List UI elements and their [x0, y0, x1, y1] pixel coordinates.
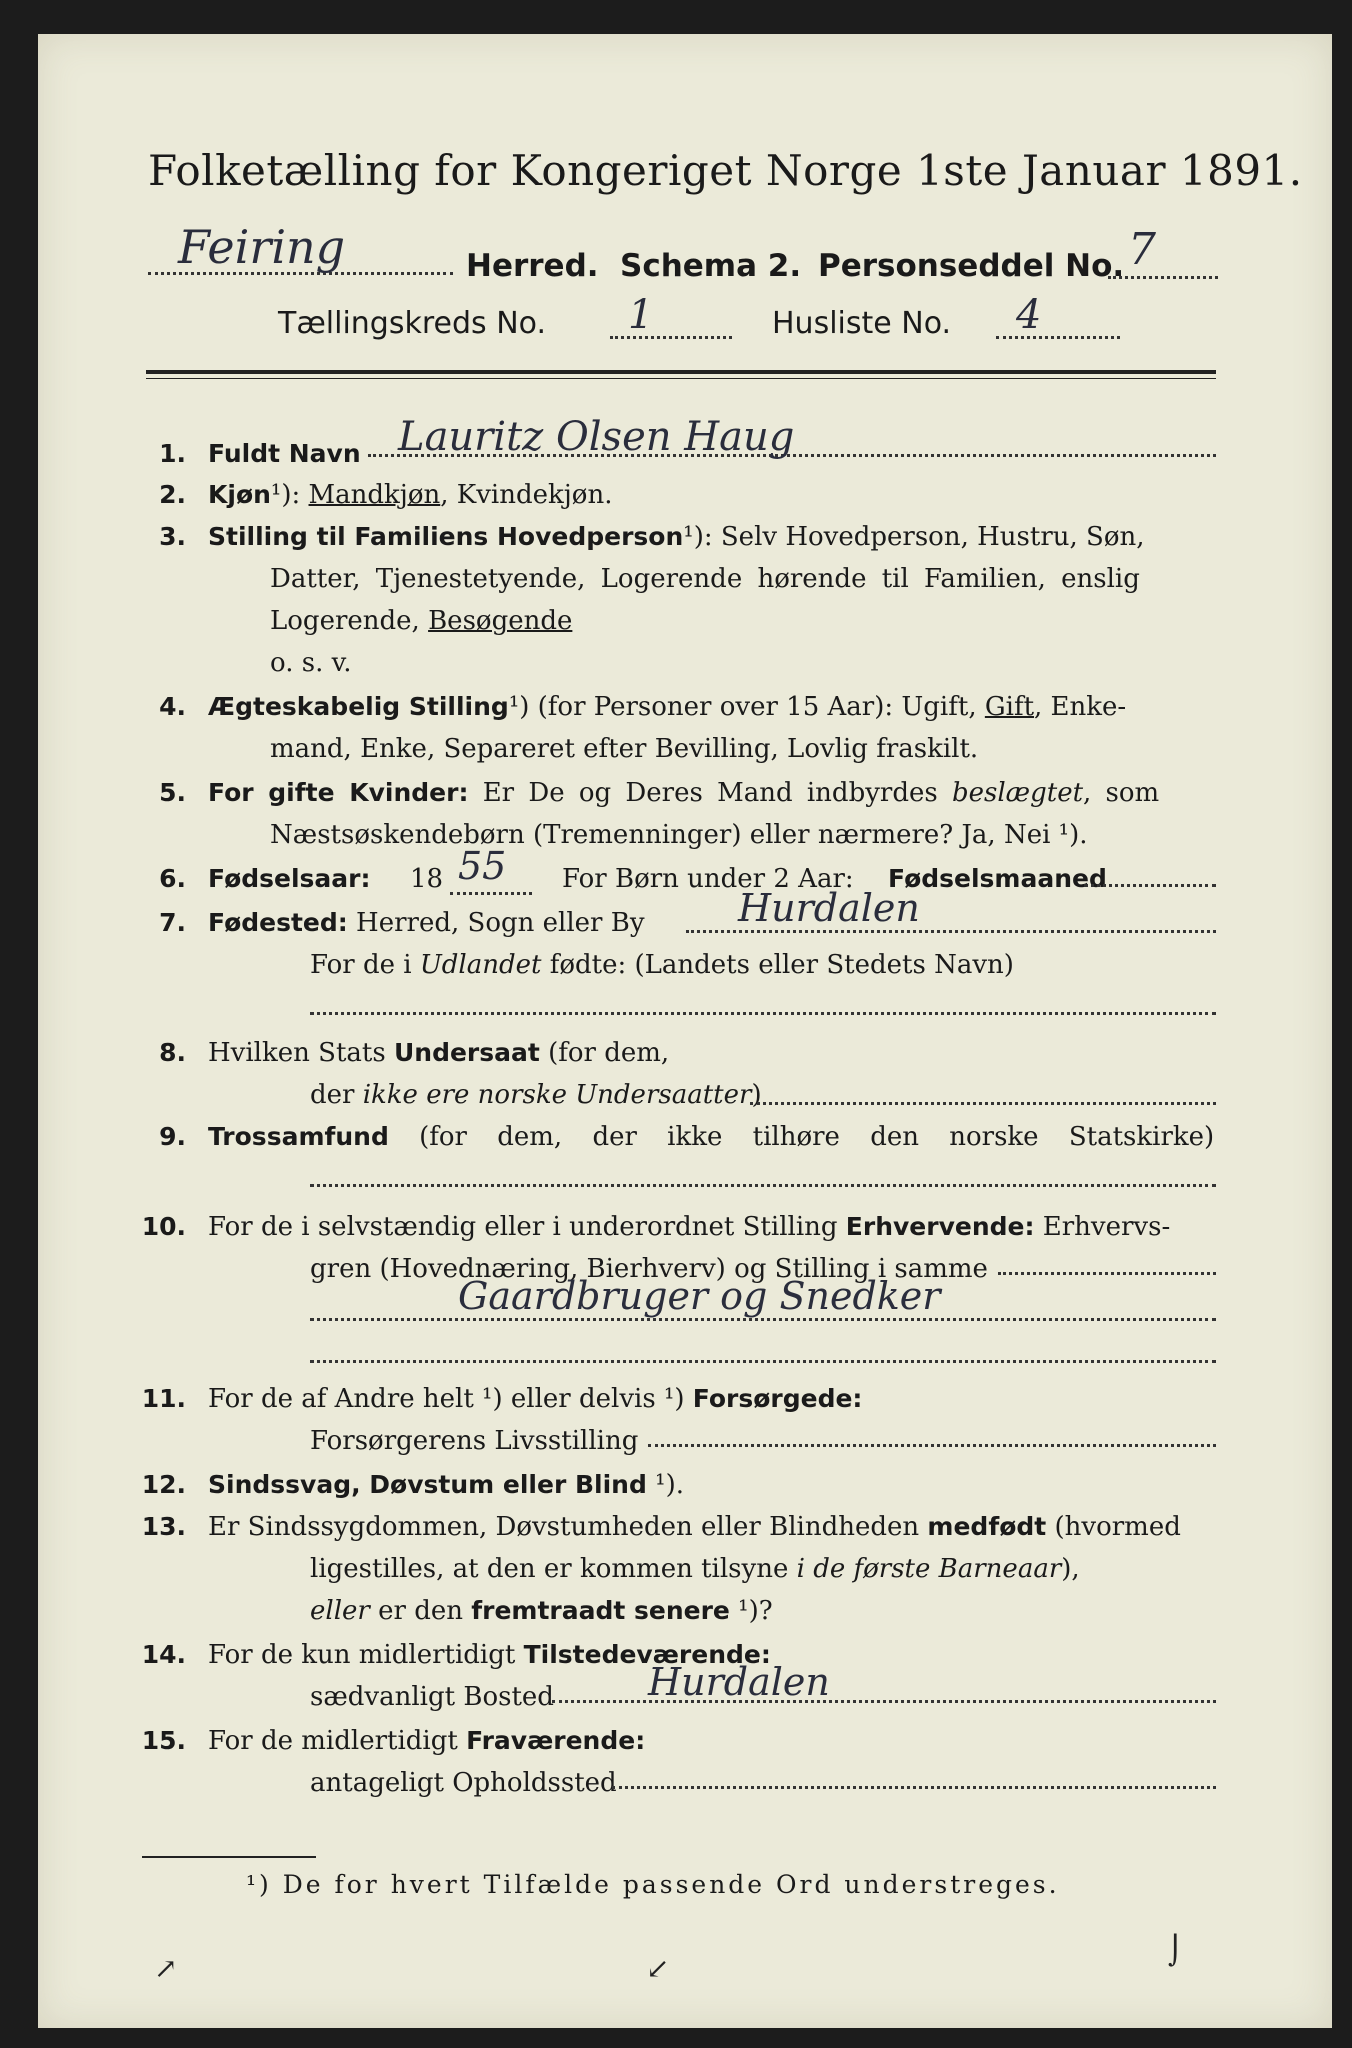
q13-number: 13.: [141, 1512, 186, 1541]
q3-option-selected: Besøgende: [428, 606, 573, 636]
q7-text2-italic: Udlandet: [419, 950, 542, 980]
husliste-number: 4: [1016, 292, 1042, 338]
q5-text: Er De og Deres Mand indbyrdes: [468, 778, 952, 808]
q13-label2: fremtraadt senere: [471, 1596, 730, 1625]
q7-text2-end: fødte: (Landets eller Stedets Navn): [541, 950, 1014, 980]
q13-text3: er den: [369, 1596, 472, 1626]
q7-text2: For de i: [310, 950, 420, 980]
schema-label: Schema 2.: [620, 248, 802, 284]
q13-line3: [310, 1590, 773, 1632]
q11-dotted-line: [648, 1444, 1216, 1447]
q5-line2: Næstsøskendebørn (Tremenninger) eller nærmere? Ja, Nei ¹).: [270, 820, 1088, 850]
q11-line2: Forsørgerens Livsstilling: [310, 1426, 639, 1456]
q9-number: 9.: [159, 1122, 186, 1151]
pen-mark: ↙: [646, 1952, 670, 1985]
q8-line1: [208, 1032, 669, 1074]
header-rule-thick: [146, 370, 1216, 374]
q5-text-italic: beslægtet: [951, 778, 1084, 808]
q2-number: 2.: [159, 480, 186, 509]
q3-options: ¹): Selv Hovedperson, Hustru, Søn,: [683, 522, 1145, 552]
q7-handwritten-place: Hurdalen: [738, 886, 920, 930]
q6-label2: Fødselsmaaned: [888, 864, 1107, 893]
q12-note: ¹).: [646, 1470, 684, 1500]
footnote-text: ¹) De for hvert Tilfælde passende Ord understreges.: [246, 1870, 1060, 1899]
q12-label: Sindssvag, Døvstum eller Blind: [208, 1470, 647, 1499]
q11-label: Forsørgede:: [692, 1384, 863, 1413]
q9-dotted-line: [310, 1184, 1216, 1187]
q15-text: For de midlertidigt: [208, 1726, 467, 1756]
q15-number: 15.: [141, 1726, 186, 1755]
herred-label: Herred.: [466, 248, 599, 284]
q10-handwritten-occupation: Gaardbruger og Snedker: [458, 1274, 941, 1318]
personseddel-dotted-line: [1108, 276, 1218, 279]
q4-line2: mand, Enke, Separeret efter Bevilling, Lovlig fraskilt.: [270, 734, 979, 764]
husliste-label: Husliste No.: [772, 306, 952, 341]
q14-label: Tilstedeværende:: [523, 1640, 771, 1669]
q7-label: Fødested:: [208, 908, 348, 937]
q3-line4: o. s. v.: [270, 648, 352, 678]
census-form-page: [38, 34, 1332, 2028]
q6-dotted-line2: [1084, 884, 1216, 887]
q13-text2-italic: i de første Barneaar: [796, 1554, 1062, 1584]
q10-line2: gren (Hovednæring, Bierhverv) og Stilling i samme: [310, 1254, 988, 1284]
q13-line2: [310, 1548, 1080, 1590]
q7-dotted-line2: [310, 1012, 1216, 1015]
q7-number: 7.: [159, 908, 186, 937]
q6-dotted-line: [450, 892, 532, 895]
q15-label: Fraværende:: [466, 1726, 646, 1755]
q13-text-end: (hvormed: [1046, 1512, 1181, 1542]
q15-dotted-line: [612, 1786, 1216, 1789]
q10-label: Erhvervende:: [845, 1212, 1035, 1241]
q13-text3-end: ¹)?: [729, 1596, 773, 1626]
q7-text: Herred, Sogn eller By: [347, 908, 645, 938]
q12-line1: [208, 1464, 684, 1506]
q5-number: 5.: [159, 778, 186, 807]
q5-line1: [208, 772, 1159, 814]
q4-label: Ægteskabelig Stilling: [208, 692, 509, 721]
q10-dotted-line: [998, 1272, 1216, 1275]
q12-number: 12.: [141, 1470, 186, 1499]
pen-mark: ⌡: [1168, 1934, 1183, 1967]
q2-text: [208, 474, 612, 516]
header-rule-thin: [146, 378, 1216, 379]
q8-text2-italic: ikke ere norske Undersaatter: [362, 1080, 752, 1110]
q10-text-end: Erhvervs-: [1034, 1212, 1171, 1242]
q8-text-end: (for dem,: [539, 1038, 670, 1068]
q15-line2: antageligt Opholdssted: [310, 1768, 617, 1798]
q4-option-selected: Gift: [984, 692, 1035, 722]
q3-line3: [270, 600, 572, 642]
q1-handwritten-name: Lauritz Olsen Haug: [398, 414, 795, 460]
q6-label: Fødselsaar:: [208, 864, 371, 893]
q6-handwritten-year: 55: [458, 844, 507, 888]
q13-label: medfødt: [927, 1512, 1047, 1541]
q4-text: ¹) (for Personer over 15 Aar): Ugift,: [508, 692, 985, 722]
q11-line1: [208, 1378, 862, 1420]
q8-label: Undersaat: [393, 1038, 540, 1067]
q13-text: Er Sindssygdommen, Døvstumheden eller Blindheden: [208, 1512, 928, 1542]
q6-text: For Børn under 2 Aar:: [562, 864, 854, 894]
q6-number: 6.: [159, 864, 186, 893]
q6-year-prefix: 18: [410, 864, 444, 894]
q9-text: (for dem, der ikke tilhøre den norske Statskirke): [388, 1122, 1215, 1152]
taellingskreds-number: 1: [628, 292, 654, 338]
husliste-dotted-line: [996, 336, 1120, 339]
q5-text-end: , som: [1083, 778, 1160, 808]
q8-text2-end: ): [751, 1080, 762, 1110]
herred-handwritten: Feiring: [178, 220, 346, 274]
q8-dotted-line: [750, 1102, 1216, 1105]
q10-dotted-line3: [310, 1360, 1216, 1363]
q13-text3-italic: eller: [310, 1596, 370, 1626]
q4-line1: [208, 686, 1126, 728]
q2-note: ¹):: [270, 480, 309, 510]
q1-number: 1.: [159, 439, 186, 468]
q4-number: 4.: [159, 692, 186, 721]
q3-number: 3.: [159, 522, 186, 551]
q3-line2: Datter, Tjenestetyende, Logerende hørende til Familien, enslig: [270, 564, 1140, 594]
q14-number: 14.: [141, 1640, 186, 1669]
taellingskreds-dotted-line: [610, 336, 732, 339]
q15-line1: [208, 1720, 645, 1762]
q8-text2: der: [310, 1080, 363, 1110]
q4-text-end: , Enke-: [1034, 692, 1127, 722]
q10-line1: [208, 1206, 1170, 1248]
q3-line1: [208, 516, 1145, 558]
q2-option-selected: Mandkjøn: [308, 480, 441, 510]
q8-text: Hvilken Stats: [208, 1038, 394, 1068]
pen-mark: ↗: [154, 1952, 178, 1985]
q14-text: For de kun midlertidigt: [208, 1640, 524, 1670]
q10-dotted-line2: [310, 1318, 1216, 1321]
q14-handwritten-place: Hurdalen: [648, 1660, 830, 1704]
q13-text2-end: ),: [1061, 1554, 1080, 1584]
personseddel-label: Personseddel No.: [818, 248, 1125, 284]
footnote-rule: [142, 1856, 316, 1858]
personseddel-number: 7: [1128, 224, 1156, 275]
q11-text: For de af Andre helt ¹) eller delvis ¹): [208, 1384, 693, 1414]
form-title: Folketælling for Kongeriget Norge 1ste Januar 1891.: [148, 146, 1303, 195]
q7-line1: [208, 902, 645, 944]
q13-text2: ligestilles, at den er kommen tilsyne: [310, 1554, 797, 1584]
q8-line2: [310, 1074, 762, 1116]
taellingskreds-label: Tællingskreds No.: [278, 306, 546, 341]
q14-line2: sædvanligt Bosted: [310, 1682, 554, 1712]
q1-label: Fuldt Navn: [208, 439, 361, 468]
q3-option: Logerende,: [270, 606, 429, 636]
q9-label: Trossamfund: [208, 1122, 389, 1151]
q11-number: 11.: [141, 1384, 186, 1413]
q8-number: 8.: [159, 1038, 186, 1067]
q2-option: , Kvindekjøn.: [440, 480, 613, 510]
q7-line2: [310, 944, 1014, 986]
q10-number: 10.: [141, 1212, 186, 1241]
q7-dotted-line: [686, 930, 1216, 933]
q9-line1: [208, 1116, 1214, 1158]
q5-label: For gifte Kvinder:: [208, 778, 469, 807]
q3-label: Stilling til Familiens Hovedperson: [208, 522, 684, 551]
q13-line1: [208, 1506, 1181, 1548]
q10-text: For de i selvstændig eller i underordnet Stilling: [208, 1212, 846, 1242]
q2-label: Kjøn: [208, 480, 271, 509]
